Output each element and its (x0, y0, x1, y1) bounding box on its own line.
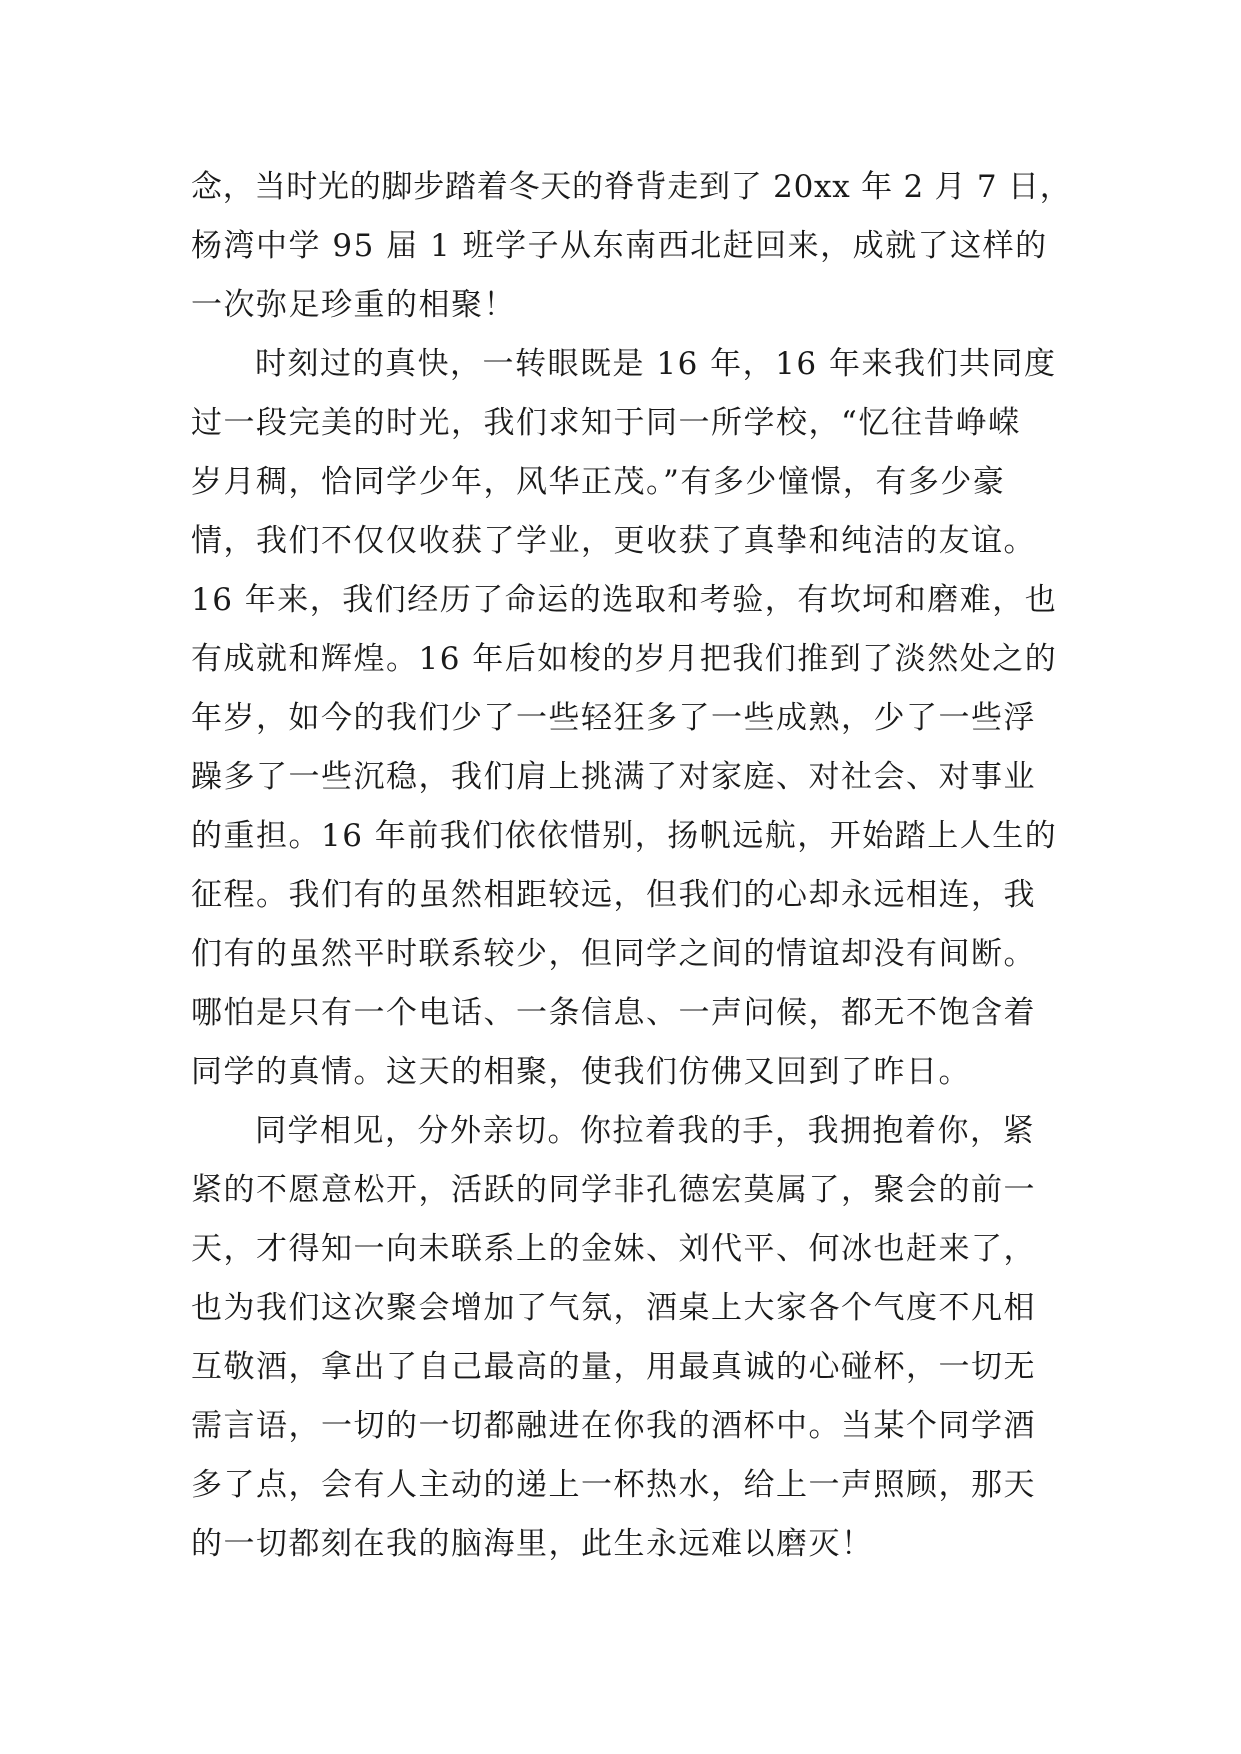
text-line: 天，才得知一向未联系上的金妹、刘代平、何冰也赶来了， (191, 1231, 1036, 1267)
text-line: 躁多了一些沉稳，我们肩上挑满了对家庭、对社会、对事业 (191, 759, 1036, 795)
paragraph-first-line: 同学相见，分外亲切。你拉着我的手，我拥抱着你，紧 (255, 1113, 1035, 1149)
text-line: 多了点，会有人主动的递上一杯热水，给上一声照顾，那天 (191, 1467, 1036, 1503)
text-line: 互敬酒，拿出了自己最高的量，用最真诚的心碰杯，一切无 (191, 1349, 1036, 1385)
text-line: 年岁，如今的我们少了一些轻狂多了一些成熟，少了一些浮 (191, 700, 1036, 736)
text-line: 念，当时光的脚步踏着冬天的脊背走到了 20xx 年 2 月 7 日， (191, 169, 1072, 205)
text-line: 的一切都刻在我的脑海里，此生永远难以磨灭！ (191, 1526, 874, 1562)
text-line: 们有的虽然平时联系较少，但同学之间的情谊却没有间断。 (191, 936, 1036, 972)
body-text (191, 158, 1071, 1574)
text-line: 征程。我们有的虽然相距较远，但我们的心却永远相连，我 (191, 877, 1036, 913)
text-line: 紧的不愿意松开，活跃的同学非孔德宏莫属了，聚会的前一 (191, 1172, 1036, 1208)
text-line: 情，我们不仅仅收获了学业，更收获了真挚和纯洁的友谊。 (191, 523, 1036, 559)
text-line: 杨湾中学 95 届 1 班学子从东南西北赶回来，成就了这样的 (191, 228, 1048, 264)
text-line: 哪怕是只有一个电话、一条信息、一声问候，都无不饱含着 (191, 995, 1036, 1031)
text-line: 同学的真情。这天的相聚，使我们仿佛又回到了昨日。 (191, 1054, 971, 1090)
text-line: 过一段完美的时光，我们求知于同一所学校，“忆往昔峥嵘 (191, 405, 1021, 441)
text-line: 岁月稠，恰同学少年，风华正茂。”有多少憧憬，有多少豪 (191, 464, 1006, 500)
text-line: 也为我们这次聚会增加了气氛，酒桌上大家各个气度不凡相 (191, 1290, 1036, 1326)
text-line: 一次弥足珍重的相聚！ (191, 287, 516, 323)
text-line: 16 年来，我们经历了命运的选取和考验，有坎坷和磨难，也 (191, 582, 1058, 618)
text-line: 需言语，一切的一切都融进在你我的酒杯中。当某个同学酒 (191, 1408, 1036, 1444)
text-line: 的重担。16 年前我们依依惜别，扬帆远航，开始踏上人生的 (191, 818, 1058, 854)
text-line: 有成就和辉煌。16 年后如梭的岁月把我们推到了淡然处之的 (191, 641, 1058, 677)
paragraph-first-line: 时刻过的真快，一转眼既是 16 年，16 年来我们共同度 (255, 346, 1057, 382)
